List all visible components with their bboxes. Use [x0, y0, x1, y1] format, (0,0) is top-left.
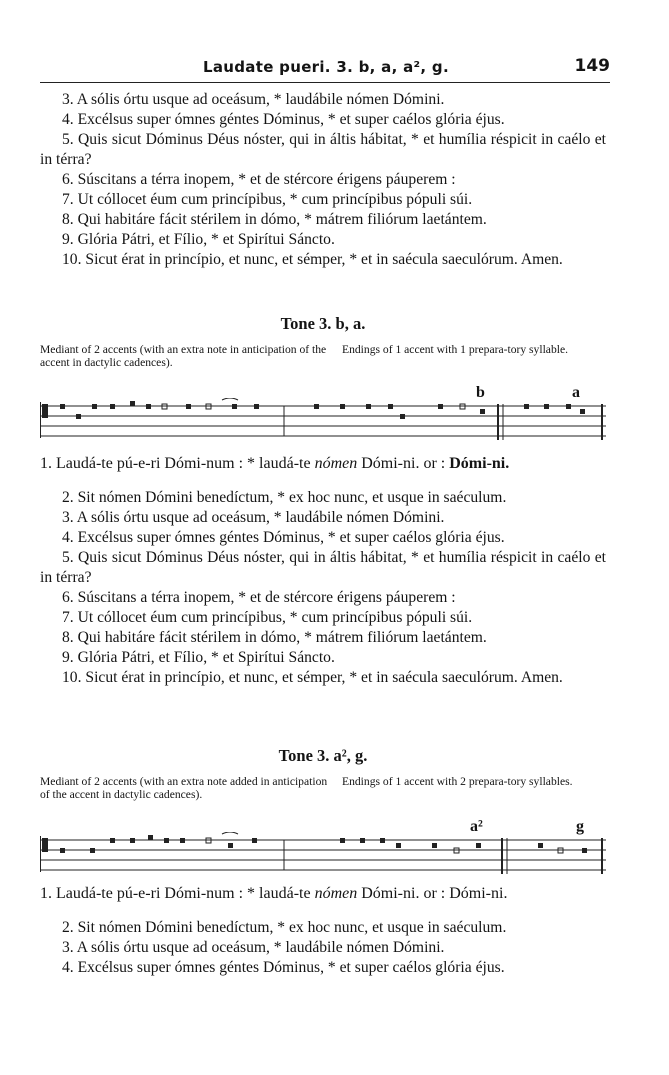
- mediant-note: Mediant of 2 accents (with an extra note in anticipation of the accent in dactylic cadences).: [40, 343, 327, 369]
- endings-note: Endings of 1 accent with 1 prepara-tory syllable.: [342, 343, 569, 356]
- verse: 7. Ut cóllocet éum cum princípibus, * cum princípibus pópuli súi.: [62, 609, 473, 626]
- endings-note: Endings of 1 accent with 2 prepara-tory syllables.: [342, 775, 573, 788]
- incipit-alt: Dómi-ni.: [449, 455, 510, 472]
- verses-block-1: [40, 90, 606, 270]
- incipit-text: Dómi-ni. or :: [357, 885, 450, 902]
- chant-incipit: [40, 884, 606, 904]
- page-number: 149: [574, 56, 610, 76]
- verse: 4. Excélsus super ómnes géntes Dóminus, * et super caélos glória éjus.: [62, 959, 505, 976]
- ending-label: g: [576, 818, 584, 835]
- ending-label: a: [572, 384, 580, 401]
- verse: 9. Glória Pátri, et Fílio, * et Spirítui Sáncto.: [62, 231, 335, 248]
- tone-title: Tone 3. a², g.: [278, 746, 368, 765]
- tone-title: Tone 3. b, a.: [280, 314, 366, 333]
- verse: 2. Sit nómen Dómini benedíctum, * ex hoc nunc, et usque in saéculum.: [62, 489, 507, 506]
- verses-block-3: [40, 918, 606, 978]
- running-header: [40, 56, 610, 83]
- verse: 10. Sicut érat in princípio, et nunc, et sémper, * et in saécula saeculórum. Amen.: [62, 669, 563, 686]
- incipit-italic: nómen: [314, 885, 358, 902]
- verse: 3. A sólis órtu usque ad oceásum, * laudábile nómen Dómini.: [62, 939, 445, 956]
- incipit-text: 1. Laudá-te pú-e-ri Dómi-num : * laudá-te: [40, 885, 315, 902]
- verse: 6. Súscitans a térra inopem, * et de stércore érigens páuperem :: [62, 171, 456, 188]
- running-title: Laudate pueri. 3. b, a, a², g.: [203, 58, 449, 76]
- verse: 8. Qui habitáre fácit stérilem in dómo, * mátrem filiórum laetántem.: [62, 211, 487, 228]
- verse: 2. Sit nómen Dómini benedíctum, * ex hoc nunc, et usque in saéculum.: [62, 919, 507, 936]
- verse: 3. A sólis órtu usque ad oceásum, * laudábile nómen Dómini.: [62, 509, 445, 526]
- verse: 4. Excélsus super ómnes géntes Dóminus, * et super caélos glória éjus.: [62, 111, 505, 128]
- chant-staff: [40, 832, 606, 882]
- verse: 4. Excélsus super ómnes géntes Dóminus, * et super caélos glória éjus.: [62, 529, 505, 546]
- verse: 8. Qui habitáre fácit stérilem in dómo, * mátrem filiórum laetántem.: [62, 629, 487, 646]
- chant-incipit: [40, 454, 606, 474]
- mediant-note: Mediant of 2 accents (with an extra note added in anticipation of the accent in dactylic cadences).: [40, 775, 328, 801]
- incipit-alt: Dómi-ni.: [449, 885, 508, 902]
- incipit-text: Dómi-ni. or :: [357, 455, 450, 472]
- ending-label: b: [476, 384, 485, 401]
- incipit-italic: nómen: [314, 455, 358, 472]
- chant-staff: [40, 398, 606, 448]
- verse: 9. Glória Pátri, et Fílio, * et Spirítui Sáncto.: [62, 649, 335, 666]
- ending-label: a²: [470, 818, 483, 835]
- verses-block-2: [40, 488, 606, 688]
- verse: 10. Sicut érat in princípio, et nunc, et sémper, * et in saécula saeculórum. Amen.: [62, 251, 563, 268]
- verse: 6. Súscitans a térra inopem, * et de stércore érigens páuperem :: [62, 589, 456, 606]
- verse: 7. Ut cóllocet éum cum princípibus, * cum princípibus pópuli súi.: [62, 191, 473, 208]
- verse: 3. A sólis órtu usque ad oceásum, * laudábile nómen Dómini.: [62, 91, 445, 108]
- verse: 5. Quis sicut Dóminus Déus nóster, qui in áltis hábitat, * et humília réspicit in caélo et in térra?: [40, 131, 606, 168]
- incipit-text: 1. Laudá-te pú-e-ri Dómi-num : * laudá-te: [40, 455, 315, 472]
- verse: 5. Quis sicut Dóminus Déus nóster, qui in áltis hábitat, * et humília réspicit in caélo et in térra?: [40, 549, 606, 586]
